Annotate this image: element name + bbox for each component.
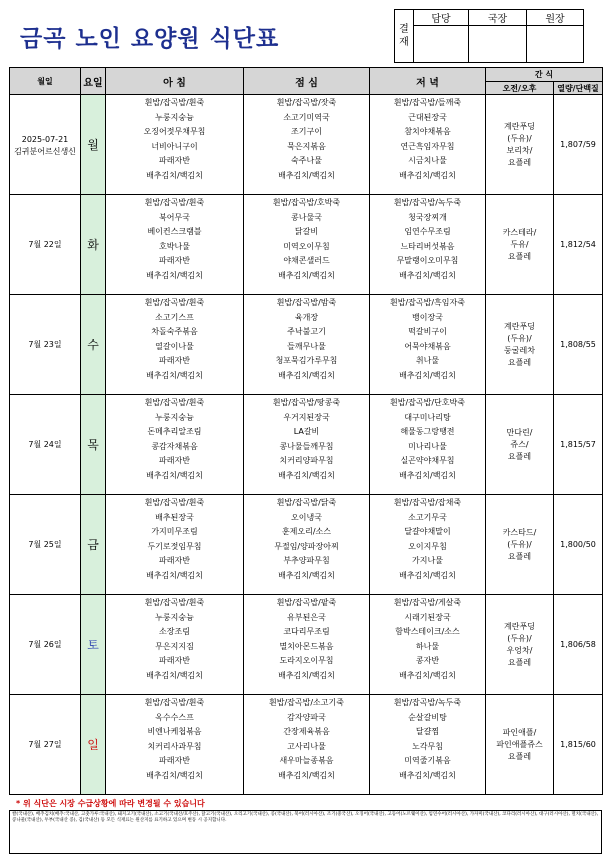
lunch-item: 콩나물들깨무침 [279, 441, 334, 451]
breakfast-cell [106, 695, 244, 795]
dinner-item: 흰밥/잡곡밥/녹두죽 [393, 198, 462, 207]
breakfast-item: 배추김치/백김치 [146, 570, 203, 580]
snack-item: (두유)/ [507, 633, 532, 643]
day-of-week: 금 [81, 495, 106, 595]
day-of-week: 화 [81, 195, 106, 295]
lunch-item: 야채콘샐러드 [283, 256, 330, 266]
snack-item: 요플레 [507, 157, 532, 167]
breakfast-item: 배추김치/백김치 [146, 770, 203, 780]
snack-item: 만다린/ [506, 427, 533, 437]
calorie-protein: 1,808/55 [554, 295, 603, 395]
breakfast-item: 옥수수스프 [155, 712, 194, 722]
breakfast-item: 배추김치/백김치 [146, 170, 203, 180]
breakfast-item: 배추김치/백김치 [146, 270, 203, 280]
breakfast-item: 흰밥/잡곡밥/흰죽 [144, 498, 205, 507]
breakfast-item: 흰밥/잡곡밥/흰죽 [144, 298, 205, 307]
lunch-item: 소고기미역국 [283, 112, 330, 122]
origin-note: 쌀(국내산), 배추김치(배추:국내산, 고춧가루:국내산), 돼지고기(국내산), 소고기(국내산/호주산), 닭고기(국내산), 오리고기(국내산), 콩(국내산), 북어(러시아산), 조기(중국산), 오징어(국내산), 고등어(노르웨이산), 임연수어(러시아산), 가자미(국내산), 코다리(러시아산), 대구(러시아산), 멸치(국내산), 콩나물(국내산), 두부(국내산 콩), 김(국내산) 등 모든 식재료는 원산지를 표기하고 있으며 변동 시 공지합니다. [9, 810, 602, 854]
header-snack: 간 식 [486, 68, 603, 82]
header-calorie: 열량/단백질 [554, 82, 603, 95]
dinner-item: 흰밥/잡곡밥/잡채죽 [393, 498, 462, 507]
snack-item: 쥬스/ [510, 439, 529, 449]
lunch-item: 주낙불고기 [287, 327, 326, 337]
breakfast-item: 흰밥/잡곡밥/흰죽 [144, 198, 205, 207]
snack-item: 계란푸딩 [504, 321, 535, 331]
breakfast-cell [106, 395, 244, 495]
snack-cell [486, 695, 554, 795]
day-row [10, 695, 603, 795]
date-label: 7월 27일 [28, 740, 62, 749]
breakfast-cell [106, 295, 244, 395]
date-label: 7월 24일 [28, 440, 62, 449]
approval-col-staff: 담당 [414, 10, 469, 26]
lunch-cell [244, 495, 370, 595]
dinner-item: 배추김치/백김치 [399, 170, 456, 180]
calorie-protein: 1,815/57 [554, 395, 603, 495]
dinner-item: 실곤약야채무침 [400, 456, 455, 466]
header-day: 요일 [81, 68, 106, 95]
day-row [10, 95, 603, 195]
breakfast-item: 파래자반 [159, 256, 190, 266]
snack-item: 요플레 [507, 657, 532, 667]
lunch-item: 흰밥/잡곡밥/소고기죽 [269, 698, 344, 707]
header-date: 월일 [10, 68, 81, 95]
date-label: 7월 25일 [28, 540, 62, 549]
header-lunch: 점 심 [244, 68, 370, 95]
lunch-cell [244, 395, 370, 495]
dinner-item: 소고기무국 [408, 512, 447, 522]
lunch-item: 간장제육볶음 [283, 727, 330, 737]
calorie-protein: 1,812/54 [554, 195, 603, 295]
day-row [10, 595, 603, 695]
breakfast-item: 파래자반 [159, 556, 190, 566]
lunch-item: 우거지된장국 [283, 412, 330, 422]
lunch-item: 멸치아몬드볶음 [279, 641, 334, 651]
lunch-cell [244, 295, 370, 395]
breakfast-item: 치커리사과무침 [147, 741, 202, 751]
lunch-item: 새우마늘종볶음 [279, 756, 334, 766]
breakfast-cell [106, 195, 244, 295]
menu-table [9, 67, 603, 795]
snack-item: 파인애플쥬스 [496, 739, 543, 749]
dinner-item: 흰밥/잡곡밥/게살죽 [393, 598, 462, 607]
date-label: 2025-07-21 [21, 134, 69, 144]
dinner-item: 배추김치/백김치 [399, 670, 456, 680]
day-row [10, 395, 603, 495]
date-cell [10, 595, 81, 695]
breakfast-item: 파래자반 [159, 656, 190, 666]
dinner-cell [370, 295, 486, 395]
dinner-item: 함박스테이크/소스 [395, 627, 460, 637]
notice-text: * 위 식단은 시장 수급상황에 따라 변경될 수 있습니다 [16, 799, 205, 808]
breakfast-item: 흰밥/잡곡밥/흰죽 [144, 398, 205, 407]
dinner-item: 미역줄기볶음 [404, 756, 451, 766]
lunch-item: 배추김치/백김치 [278, 570, 335, 580]
snack-item: 파인애플/ [502, 727, 537, 737]
lunch-item: 콩나물국 [291, 212, 322, 222]
lunch-item: 감자양파국 [287, 712, 326, 722]
snack-item: (두유)/ [507, 539, 532, 549]
snack-cell [486, 595, 554, 695]
dinner-item: 어묵야채볶음 [404, 341, 451, 351]
dinner-item: 배추김치/백김치 [399, 270, 456, 280]
lunch-item: 훈제오리/소스 [281, 527, 332, 537]
breakfast-item: 북어무국 [159, 212, 190, 222]
date-cell [10, 295, 81, 395]
lunch-item: 배추김치/백김치 [278, 270, 335, 280]
date-label: 7월 26일 [28, 640, 62, 649]
breakfast-item: 파래자반 [159, 356, 190, 366]
snack-item: 요플레 [507, 751, 532, 761]
lunch-item: 배추김치/백김치 [278, 770, 335, 780]
snack-item: 보리차/ [506, 145, 533, 155]
breakfast-item: 누룽지숭늉 [155, 612, 194, 622]
dinner-item: 시래기된장국 [404, 612, 451, 622]
snack-cell [486, 295, 554, 395]
dinner-item: 미나리나물 [408, 441, 447, 451]
lunch-item: 오이냉국 [291, 512, 322, 522]
day-row [10, 495, 603, 595]
dinner-item: 흰밥/잡곡밥/들깨죽 [393, 98, 462, 107]
dinner-item: 콩자반 [415, 656, 440, 666]
dinner-item: 달걀찜 [415, 727, 440, 737]
breakfast-item: 너비아니구이 [151, 141, 198, 151]
dinner-item: 흰밥/잡곡밥/단호박죽 [390, 398, 465, 407]
snack-item: 요플레 [507, 451, 532, 461]
lunch-item: 흰밥/잡곡밥/밤죽 [276, 298, 337, 307]
snack-item: 요플레 [507, 551, 532, 561]
dinner-item: 청국장찌개 [408, 212, 447, 222]
date-cell [10, 195, 81, 295]
dinner-item: 연근흑임자무침 [400, 141, 455, 151]
breakfast-item: 소고기스프 [155, 312, 194, 322]
date-cell [10, 95, 81, 195]
dinner-item: 참치야채볶음 [404, 127, 451, 137]
dinner-item: 대구미나리탕 [404, 412, 451, 422]
breakfast-cell [106, 95, 244, 195]
lunch-item: 배추김치/백김치 [278, 370, 335, 380]
dinner-cell [370, 195, 486, 295]
day-of-week: 수 [81, 295, 106, 395]
dinner-item: 노각무침 [412, 741, 443, 751]
date-label: 7월 23일 [28, 340, 62, 349]
dinner-item: 하나물 [415, 641, 440, 651]
dinner-item: 근대된장국 [408, 112, 447, 122]
snack-item: 두유/ [510, 239, 529, 249]
snack-cell [486, 395, 554, 495]
snack-item: 우엉차/ [506, 645, 533, 655]
snack-item: 계란푸딩 [504, 621, 535, 631]
snack-item: 요플레 [507, 251, 532, 261]
lunch-item: 들깨무나물 [287, 341, 326, 351]
snack-item: 카스타드/ [502, 527, 537, 537]
date-cell [10, 695, 81, 795]
lunch-item: 조기구이 [291, 127, 322, 137]
calorie-protein: 1,800/50 [554, 495, 603, 595]
lunch-cell [244, 195, 370, 295]
breakfast-item: 열갈이나물 [155, 341, 194, 351]
dinner-item: 흰밥/잡곡밥/흑임자죽 [390, 298, 465, 307]
breakfast-item: 배추김치/백김치 [146, 470, 203, 480]
lunch-item: 배추김치/백김치 [278, 170, 335, 180]
dinner-item: 무말랭이오미무침 [396, 256, 459, 266]
dinner-item: 배추김치/백김치 [399, 470, 456, 480]
breakfast-item: 파래자반 [159, 456, 190, 466]
lunch-item: 배추김치/백김치 [278, 470, 335, 480]
lunch-cell [244, 95, 370, 195]
breakfast-item: 배추김치/백김치 [146, 670, 203, 680]
dinner-item: 순살갈비탕 [408, 712, 447, 722]
dinner-item: 시금치나물 [408, 156, 447, 166]
dinner-cell [370, 395, 486, 495]
breakfast-item: 콩감자채볶음 [151, 441, 198, 451]
approval-sign-head[interactable] [527, 26, 584, 63]
breakfast-item: 배추김치/백김치 [146, 370, 203, 380]
lunch-item: 흰밥/잡곡밥/팥죽 [276, 598, 337, 607]
dinner-item: 흰밥/잡곡밥/녹두죽 [393, 698, 462, 707]
lunch-item: 무절임/양파장아찌 [274, 541, 339, 551]
dinner-cell [370, 595, 486, 695]
snack-cell [486, 95, 554, 195]
day-row [10, 295, 603, 395]
dinner-item: 가지나물 [412, 556, 443, 566]
lunch-item: 배추김치/백김치 [278, 670, 335, 680]
lunch-item: 고사리나물 [287, 741, 326, 751]
approval-box [394, 9, 584, 63]
breakfast-item: 차돌숙주볶음 [151, 327, 198, 337]
breakfast-item: 돈메추리알조림 [147, 427, 202, 437]
approval-sign-director[interactable] [469, 26, 527, 63]
breakfast-item: 흰밥/잡곡밥/흰죽 [144, 98, 205, 107]
lunch-item: LA갈비 [293, 427, 320, 437]
lunch-item: 흰밥/잡곡밥/잣죽 [276, 98, 337, 107]
lunch-item: 묵은지볶음 [287, 141, 326, 151]
lunch-cell [244, 595, 370, 695]
breakfast-item: 두기로젓임무침 [147, 541, 202, 551]
dinner-item: 배추김치/백김치 [399, 770, 456, 780]
breakfast-item: 베이컨스크램블 [147, 227, 202, 237]
breakfast-item: 호박나물 [159, 241, 190, 251]
lunch-item: 숙주나물 [291, 156, 322, 166]
lunch-cell [244, 695, 370, 795]
calorie-protein: 1,806/58 [554, 595, 603, 695]
dinner-item: 배추김치/백김치 [399, 370, 456, 380]
breakfast-item: 오징어젓무채무침 [143, 127, 206, 137]
breakfast-item: 누룽지숭늉 [155, 112, 194, 122]
date-cell [10, 395, 81, 495]
snack-cell [486, 495, 554, 595]
dinner-cell [370, 95, 486, 195]
dinner-item: 해물동그랑땡전 [400, 427, 455, 437]
dinner-item: 뱅이장국 [412, 312, 443, 322]
dinner-cell [370, 695, 486, 795]
breakfast-item: 비엔나케첩볶음 [147, 727, 202, 737]
breakfast-item: 가지미무조림 [151, 527, 198, 537]
snack-item: 둥굴레차 [504, 345, 535, 355]
lunch-item: 육개장 [294, 312, 319, 322]
dinner-item: 취나물 [415, 356, 440, 366]
snack-item: (두유)/ [507, 333, 532, 343]
breakfast-item: 파래자반 [159, 756, 190, 766]
page-title: 금곡 노인 요양원 식단표 [20, 26, 280, 52]
header-snack-time: 오전/오후 [486, 82, 554, 95]
date-label: 7월 22일 [28, 240, 62, 249]
breakfast-item: 무은지지짐 [155, 641, 194, 651]
lunch-item: 흰밥/잡곡밥/닭죽 [276, 498, 337, 507]
lunch-item: 흰밥/잡곡밥/호박죽 [272, 198, 341, 207]
day-of-week: 월 [81, 95, 106, 195]
breakfast-cell [106, 495, 244, 595]
breakfast-item: 파래자반 [159, 156, 190, 166]
calorie-protein: 1,807/59 [554, 95, 603, 195]
snack-item: 카스테라/ [502, 227, 537, 237]
date-note: 김귀분어르신생신 [14, 146, 76, 156]
date-cell [10, 495, 81, 595]
lunch-item: 코다리무조림 [283, 627, 330, 637]
breakfast-item: 배추된장국 [155, 512, 194, 522]
lunch-item: 부추양파무침 [283, 556, 330, 566]
dinner-cell [370, 495, 486, 595]
snack-item: (두유)/ [507, 133, 532, 143]
dinner-item: 떡갈비구이 [408, 327, 447, 337]
lunch-item: 유부된은국 [287, 612, 326, 622]
day-of-week: 일 [81, 695, 106, 795]
calorie-protein: 1,815/60 [554, 695, 603, 795]
lunch-item: 미역오이무침 [283, 241, 330, 251]
dinner-item: 임연수무조림 [404, 227, 451, 237]
day-row [10, 195, 603, 295]
approval-label: 결 재 [395, 10, 414, 63]
day-of-week: 목 [81, 395, 106, 495]
lunch-item: 닭갈비 [294, 227, 319, 237]
day-of-week: 토 [81, 595, 106, 695]
header-dinner: 저 녁 [370, 68, 486, 95]
snack-cell [486, 195, 554, 295]
dinner-item: 달걀야채말이 [404, 527, 451, 537]
breakfast-cell [106, 595, 244, 695]
approval-col-director: 국장 [469, 10, 527, 26]
lunch-item: 흰밥/잡곡밥/땅콩죽 [272, 398, 341, 407]
breakfast-item: 흰밥/잡곡밥/흰죽 [144, 698, 205, 707]
breakfast-item: 소장조림 [159, 627, 190, 637]
lunch-item: 청포묵김가루무침 [275, 356, 338, 366]
lunch-item: 도라지오이무침 [279, 656, 334, 666]
dinner-item: 배추김치/백김치 [399, 570, 456, 580]
dinner-item: 느타리버섯볶음 [400, 241, 455, 251]
breakfast-item: 흰밥/잡곡밥/흰죽 [144, 598, 205, 607]
breakfast-item: 누룽지숭늉 [155, 412, 194, 422]
header-breakfast: 아 침 [106, 68, 244, 95]
lunch-item: 치커리양파무침 [279, 456, 334, 466]
approval-sign-staff[interactable] [414, 26, 469, 63]
snack-item: 계란푸딩 [504, 121, 535, 131]
dinner-item: 오이지무침 [408, 541, 447, 551]
approval-col-head: 원장 [527, 10, 584, 26]
snack-item: 요플레 [507, 357, 532, 367]
